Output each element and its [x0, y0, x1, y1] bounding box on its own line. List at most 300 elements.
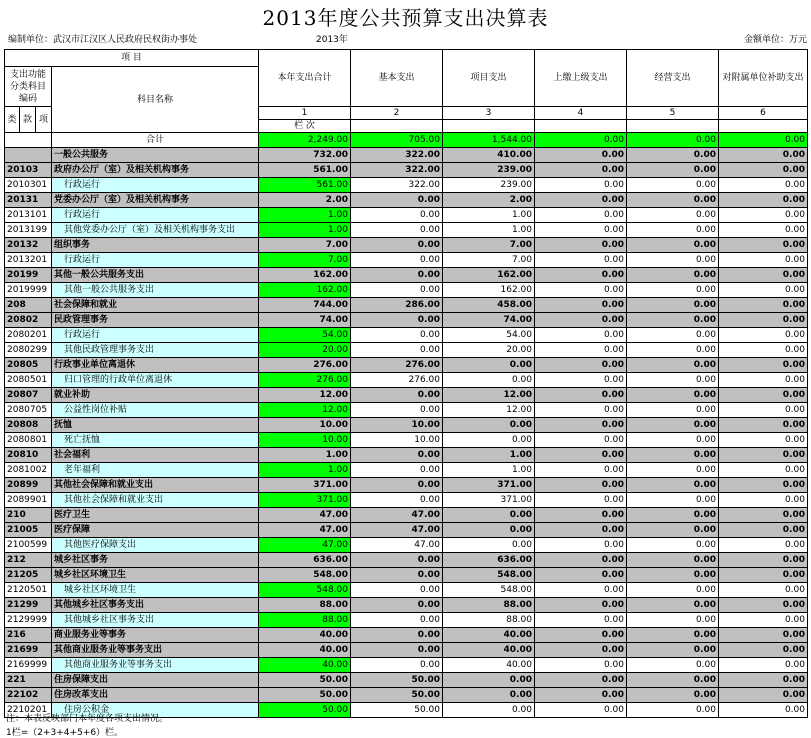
row-value-col-1: 50.00 [259, 703, 351, 718]
row-value-col-2: 0.00 [351, 613, 443, 628]
row-value-col-3: 1.00 [443, 208, 535, 223]
row-value-col-4: 0.00 [535, 208, 627, 223]
row-value-col-3: 162.00 [443, 268, 535, 283]
col-header-6: 对附属单位补助支出 [719, 50, 808, 107]
table-row [5, 448, 808, 463]
row-subject-name: 党委办公厅（室）及相关机构事务 [52, 193, 259, 208]
row-value-col-5: 0.00 [627, 223, 719, 238]
row-value-col-5: 0.00 [627, 448, 719, 463]
row-value-col-1: 47.00 [259, 523, 351, 538]
row-code: 20807 [5, 388, 52, 403]
table-row [5, 478, 808, 493]
row-value-col-1: 1.00 [259, 208, 351, 223]
row-value-col-2: 276.00 [351, 358, 443, 373]
row-value-col-5: 0.00 [627, 508, 719, 523]
table-row [5, 223, 808, 238]
row-subject-name: 就业补助 [52, 388, 259, 403]
amount-unit: 金额单位：万元 [743, 35, 807, 45]
row-value-col-6: 0.00 [719, 523, 808, 538]
row-value-col-6: 0.00 [719, 508, 808, 523]
row-value-col-4: 0.00 [535, 673, 627, 688]
row-value-col-3: 0.00 [443, 703, 535, 718]
row-subject-name: 商业服务业等事务 [52, 628, 259, 643]
row-subject-name: 其他城乡社区事务支出 [52, 598, 259, 613]
row-value-col-1: 276.00 [259, 358, 351, 373]
table-row [5, 193, 808, 208]
row-subject-name: 组织事务 [52, 238, 259, 253]
row-value-col-5: 0.00 [627, 343, 719, 358]
row-value-col-1: 1.00 [259, 463, 351, 478]
col-header-1: 本年支出合计 [259, 50, 351, 107]
row-value-col-6: 0.00 [719, 193, 808, 208]
row-value-col-4: 0.00 [535, 658, 627, 673]
row-value-col-3: 548.00 [443, 583, 535, 598]
row-value-col-3: 548.00 [443, 568, 535, 583]
row-value-col-6: 0.00 [719, 493, 808, 508]
row-value-col-6: 0.00 [719, 583, 808, 598]
row-code: 216 [5, 628, 52, 643]
row-code: 21699 [5, 643, 52, 658]
row-value-col-6: 0.00 [719, 313, 808, 328]
row-value-col-1: 371.00 [259, 478, 351, 493]
row-value-col-4: 0.00 [535, 238, 627, 253]
row-value-col-4: 0.00 [535, 628, 627, 643]
table-row [5, 508, 808, 523]
row-value-col-1: 2,249.00 [259, 133, 351, 148]
page-title: 2013年度公共预算支出决算表 [262, 6, 549, 30]
row-subject-name: 住房保障支出 [52, 673, 259, 688]
row-value-col-2: 0.00 [351, 583, 443, 598]
row-value-col-3: 0.00 [443, 688, 535, 703]
table-row [5, 613, 808, 628]
row-value-col-5: 0.00 [627, 238, 719, 253]
table-row [5, 433, 808, 448]
row-value-col-6: 0.00 [719, 433, 808, 448]
row-value-col-6: 0.00 [719, 418, 808, 433]
row-value-col-4: 0.00 [535, 373, 627, 388]
row-value-col-2: 322.00 [351, 178, 443, 193]
table-row [5, 208, 808, 223]
row-code: 20199 [5, 268, 52, 283]
table-row [5, 628, 808, 643]
row-value-col-2: 50.00 [351, 703, 443, 718]
row-subject-name: 社会福利 [52, 448, 259, 463]
col-num-6: 6 [719, 107, 808, 120]
row-value-col-5: 0.00 [627, 268, 719, 283]
row-code: 212 [5, 553, 52, 568]
row-code: 2169999 [5, 658, 52, 673]
row-value-col-1: 47.00 [259, 538, 351, 553]
row-code: 20132 [5, 238, 52, 253]
row-value-col-3: 88.00 [443, 613, 535, 628]
row-code: 2013201 [5, 253, 52, 268]
row-value-col-4: 0.00 [535, 343, 627, 358]
row-value-col-6: 0.00 [719, 163, 808, 178]
row-value-col-4: 0.00 [535, 643, 627, 658]
row-value-col-5: 0.00 [627, 193, 719, 208]
row-subject-name: 社会保障和就业 [52, 298, 259, 313]
row-value-col-2: 10.00 [351, 418, 443, 433]
row-value-col-2: 0.00 [351, 478, 443, 493]
row-value-col-3: 239.00 [443, 163, 535, 178]
row-value-col-5: 0.00 [627, 538, 719, 553]
row-subject-name: 城乡社区环境卫生 [52, 583, 259, 598]
row-value-col-3: 1.00 [443, 463, 535, 478]
row-value-col-6: 0.00 [719, 268, 808, 283]
row-subject-name: 老年福利 [52, 463, 259, 478]
row-value-col-1: 7.00 [259, 253, 351, 268]
note-2: 1栏=（2+3+4+5+6）栏。 [6, 728, 124, 738]
row-value-col-2: 10.00 [351, 433, 443, 448]
row-value-col-6: 0.00 [719, 298, 808, 313]
row-value-col-5: 0.00 [627, 703, 719, 718]
row-subject-name: 住房公积金 [52, 703, 259, 718]
row-value-col-3: 0.00 [443, 508, 535, 523]
row-value-col-3: 0.00 [443, 358, 535, 373]
row-value-col-5: 0.00 [627, 493, 719, 508]
row-value-col-5: 0.00 [627, 328, 719, 343]
row-subject-name: 住房改革支出 [52, 688, 259, 703]
row-value-col-2: 0.00 [351, 223, 443, 238]
row-value-col-6: 0.00 [719, 598, 808, 613]
row-subject-name: 城乡社区环境卫生 [52, 568, 259, 583]
row-value-col-4: 0.00 [535, 403, 627, 418]
row-value-col-1: 10.00 [259, 418, 351, 433]
row-value-col-5: 0.00 [627, 208, 719, 223]
row-value-col-5: 0.00 [627, 613, 719, 628]
row-value-col-3: 0.00 [443, 673, 535, 688]
row-subject-name: 归口管理的行政单位离退休 [52, 373, 259, 388]
row-value-col-1: 162.00 [259, 283, 351, 298]
row-value-col-6: 0.00 [719, 553, 808, 568]
row-value-col-6: 0.00 [719, 373, 808, 388]
row-value-col-5: 0.00 [627, 673, 719, 688]
row-value-col-4: 0.00 [535, 328, 627, 343]
row-value-col-2: 0.00 [351, 313, 443, 328]
row-value-col-3: 410.00 [443, 148, 535, 163]
table-row [5, 253, 808, 268]
row-value-col-2: 0.00 [351, 628, 443, 643]
row-subject-name: 民政管理事务 [52, 313, 259, 328]
row-value-col-6: 0.00 [719, 148, 808, 163]
row-value-col-1: 548.00 [259, 583, 351, 598]
row-value-col-1: 88.00 [259, 613, 351, 628]
row-value-col-2: 0.00 [351, 493, 443, 508]
row-value-col-4: 0.00 [535, 193, 627, 208]
row-code: 2129999 [5, 613, 52, 628]
table-row [5, 553, 808, 568]
row-subject-name: 其他商业服务业等事务支出 [52, 643, 259, 658]
row-value-col-1: 276.00 [259, 373, 351, 388]
row-subject-name: 医疗保障 [52, 523, 259, 538]
row-code: 21005 [5, 523, 52, 538]
row-value-col-4: 0.00 [535, 253, 627, 268]
table-row [5, 598, 808, 613]
row-value-col-6: 0.00 [719, 388, 808, 403]
table-row [5, 238, 808, 253]
row-value-col-1: 10.00 [259, 433, 351, 448]
row-value-col-4: 0.00 [535, 688, 627, 703]
row-value-col-2: 47.00 [351, 508, 443, 523]
row-value-col-4: 0.00 [535, 493, 627, 508]
row-subject-name: 其他商业服务业等事务支出 [52, 658, 259, 673]
row-value-col-2: 0.00 [351, 568, 443, 583]
row-value-col-3: 7.00 [443, 253, 535, 268]
row-value-col-3: 40.00 [443, 643, 535, 658]
row-value-col-5: 0.00 [627, 463, 719, 478]
row-value-col-4: 0.00 [535, 223, 627, 238]
col-num-4: 4 [535, 107, 627, 120]
row-value-col-3: 74.00 [443, 313, 535, 328]
row-code: 2089901 [5, 493, 52, 508]
row-value-col-3: 40.00 [443, 658, 535, 673]
row-value-col-2: 286.00 [351, 298, 443, 313]
row-value-col-6: 0.00 [719, 208, 808, 223]
row-value-col-6: 0.00 [719, 658, 808, 673]
table-row [5, 313, 808, 328]
row-value-col-3: 1.00 [443, 223, 535, 238]
row-value-col-3: 20.00 [443, 343, 535, 358]
row-value-col-5: 0.00 [627, 133, 719, 148]
col-header-4: 上缴上级支出 [535, 50, 627, 107]
row-value-col-3: 1,544.00 [443, 133, 535, 148]
row-value-col-5: 0.00 [627, 658, 719, 673]
row-value-col-6: 0.00 [719, 328, 808, 343]
row-value-col-6: 0.00 [719, 478, 808, 493]
row-value-col-5: 0.00 [627, 688, 719, 703]
row-subject-name: 合计 [52, 133, 259, 148]
row-value-col-5: 0.00 [627, 313, 719, 328]
row-value-col-3: 371.00 [443, 478, 535, 493]
row-value-col-4: 0.00 [535, 538, 627, 553]
row-value-col-6: 0.00 [719, 463, 808, 478]
row-value-col-5: 0.00 [627, 253, 719, 268]
table-row [5, 688, 808, 703]
row-code: 21299 [5, 598, 52, 613]
row-value-col-2: 0.00 [351, 238, 443, 253]
row-value-col-4: 0.00 [535, 148, 627, 163]
row-value-col-5: 0.00 [627, 403, 719, 418]
row-value-col-5: 0.00 [627, 643, 719, 658]
row-value-col-4: 0.00 [535, 268, 627, 283]
col-header-2: 基本支出 [351, 50, 443, 107]
row-value-col-4: 0.00 [535, 583, 627, 598]
row-value-col-3: 12.00 [443, 403, 535, 418]
row-code: 20899 [5, 478, 52, 493]
row-value-col-4: 0.00 [535, 613, 627, 628]
row-subject-name: 公益性岗位补贴 [52, 403, 259, 418]
row-code: 20808 [5, 418, 52, 433]
row-value-col-6: 0.00 [719, 568, 808, 583]
row-value-col-4: 0.00 [535, 523, 627, 538]
row-value-col-5: 0.00 [627, 418, 719, 433]
row-code: 2013199 [5, 223, 52, 238]
table-row [5, 583, 808, 598]
row-value-col-1: 50.00 [259, 673, 351, 688]
row-code: 2120501 [5, 583, 52, 598]
table-row [5, 343, 808, 358]
row-value-col-2: 0.00 [351, 643, 443, 658]
row-value-col-4: 0.00 [535, 553, 627, 568]
row-value-col-3: 2.00 [443, 193, 535, 208]
row-code [5, 148, 52, 163]
row-value-col-1: 88.00 [259, 598, 351, 613]
row-value-col-3: 636.00 [443, 553, 535, 568]
row-value-col-3: 40.00 [443, 628, 535, 643]
row-value-col-2: 0.00 [351, 193, 443, 208]
table-row [5, 148, 808, 163]
col-num-3: 3 [443, 107, 535, 120]
row-value-col-3: 54.00 [443, 328, 535, 343]
row-value-col-2: 50.00 [351, 688, 443, 703]
row-value-col-4: 0.00 [535, 568, 627, 583]
table-row [5, 283, 808, 298]
row-value-col-6: 0.00 [719, 223, 808, 238]
row-code: 2100599 [5, 538, 52, 553]
row-value-col-6: 0.00 [719, 643, 808, 658]
row-value-col-1: 12.00 [259, 403, 351, 418]
xiang-header: 项 [36, 107, 52, 133]
row-value-col-5: 0.00 [627, 433, 719, 448]
budget-table [4, 49, 808, 718]
row-value-col-1: 50.00 [259, 688, 351, 703]
table-row [5, 163, 808, 178]
row-value-col-3: 0.00 [443, 418, 535, 433]
kuan-header: 款 [20, 107, 36, 133]
row-subject-name: 其他一般公共服务支出 [52, 283, 259, 298]
row-value-col-2: 0.00 [351, 403, 443, 418]
subject-name-header: 科目名称 [52, 67, 259, 133]
table-row [5, 373, 808, 388]
row-code: 2080501 [5, 373, 52, 388]
row-value-col-3: 0.00 [443, 538, 535, 553]
row-value-col-3: 88.00 [443, 598, 535, 613]
row-value-col-4: 0.00 [535, 163, 627, 178]
row-value-col-4: 0.00 [535, 463, 627, 478]
row-value-col-1: 548.00 [259, 568, 351, 583]
row-value-col-2: 0.00 [351, 253, 443, 268]
row-value-col-4: 0.00 [535, 433, 627, 448]
row-value-col-4: 0.00 [535, 298, 627, 313]
project-header: 项 目 [5, 50, 259, 67]
col-header-3: 项目支出 [443, 50, 535, 107]
table-row [5, 178, 808, 193]
row-value-col-1: 40.00 [259, 643, 351, 658]
row-value-col-2: 276.00 [351, 373, 443, 388]
row-subject-name: 其他一般公共服务支出 [52, 268, 259, 283]
row-value-col-1: 636.00 [259, 553, 351, 568]
row-value-col-4: 0.00 [535, 418, 627, 433]
row-value-col-5: 0.00 [627, 628, 719, 643]
row-subject-name: 行政运行 [52, 328, 259, 343]
row-value-col-6: 0.00 [719, 673, 808, 688]
table-row [5, 643, 808, 658]
row-value-col-1: 54.00 [259, 328, 351, 343]
row-code: 20810 [5, 448, 52, 463]
table-row [5, 418, 808, 433]
col-num-5: 5 [627, 107, 719, 120]
row-value-col-6: 0.00 [719, 178, 808, 193]
row-code: 20802 [5, 313, 52, 328]
row-value-col-5: 0.00 [627, 568, 719, 583]
row-value-col-1: 12.00 [259, 388, 351, 403]
row-value-col-1: 40.00 [259, 628, 351, 643]
row-value-col-1: 7.00 [259, 238, 351, 253]
row-value-col-6: 0.00 [719, 613, 808, 628]
row-code: 2080705 [5, 403, 52, 418]
row-value-col-4: 0.00 [535, 478, 627, 493]
row-value-col-1: 561.00 [259, 163, 351, 178]
row-value-col-2: 0.00 [351, 448, 443, 463]
row-value-col-1: 561.00 [259, 178, 351, 193]
row-code: 21205 [5, 568, 52, 583]
row-value-col-6: 0.00 [719, 628, 808, 643]
row-code: 208 [5, 298, 52, 313]
row-subject-name: 其他医疗保障支出 [52, 538, 259, 553]
row-subject-name: 行政事业单位离退休 [52, 358, 259, 373]
col-num-1: 1 [259, 107, 351, 120]
row-value-col-2: 0.00 [351, 208, 443, 223]
row-value-col-6: 0.00 [719, 688, 808, 703]
row-value-col-5: 0.00 [627, 358, 719, 373]
row-value-col-4: 0.00 [535, 283, 627, 298]
row-value-col-5: 0.00 [627, 598, 719, 613]
row-subject-name: 其他社会保障和就业支出 [52, 478, 259, 493]
row-value-col-6: 0.00 [719, 283, 808, 298]
row-value-col-2: 0.00 [351, 283, 443, 298]
table-row [5, 538, 808, 553]
row-subject-name: 行政运行 [52, 208, 259, 223]
lanci-header: 栏 次 [259, 120, 351, 133]
row-value-col-3: 7.00 [443, 238, 535, 253]
table-row [5, 268, 808, 283]
row-value-col-4: 0.00 [535, 313, 627, 328]
row-value-col-1: 2.00 [259, 193, 351, 208]
row-code: 2081002 [5, 463, 52, 478]
row-code: 20103 [5, 163, 52, 178]
row-code [5, 133, 52, 148]
row-value-col-5: 0.00 [627, 553, 719, 568]
row-value-col-4: 0.00 [535, 448, 627, 463]
row-value-col-6: 0.00 [719, 238, 808, 253]
row-value-col-3: 0.00 [443, 373, 535, 388]
note-1: 注：本表反映部门本年度各项支出情况。 [6, 714, 169, 724]
row-code: 2013101 [5, 208, 52, 223]
row-value-col-2: 50.00 [351, 673, 443, 688]
row-value-col-5: 0.00 [627, 298, 719, 313]
row-subject-name: 其他民政管理事务支出 [52, 343, 259, 358]
row-value-col-6: 0.00 [719, 253, 808, 268]
row-value-col-2: 0.00 [351, 598, 443, 613]
row-code: 221 [5, 673, 52, 688]
row-value-col-1: 47.00 [259, 508, 351, 523]
row-value-col-5: 0.00 [627, 373, 719, 388]
row-value-col-1: 40.00 [259, 658, 351, 673]
row-value-col-5: 0.00 [627, 478, 719, 493]
row-value-col-3: 0.00 [443, 433, 535, 448]
row-subject-name: 政府办公厅（室）及相关机构事务 [52, 163, 259, 178]
table-row [5, 403, 808, 418]
table-row [5, 358, 808, 373]
row-value-col-4: 0.00 [535, 598, 627, 613]
row-value-col-5: 0.00 [627, 388, 719, 403]
row-subject-name: 一般公共服务 [52, 148, 259, 163]
table-row [5, 463, 808, 478]
row-value-col-2: 47.00 [351, 538, 443, 553]
row-value-col-4: 0.00 [535, 508, 627, 523]
row-subject-name: 其他城乡社区事务支出 [52, 613, 259, 628]
row-value-col-1: 74.00 [259, 313, 351, 328]
